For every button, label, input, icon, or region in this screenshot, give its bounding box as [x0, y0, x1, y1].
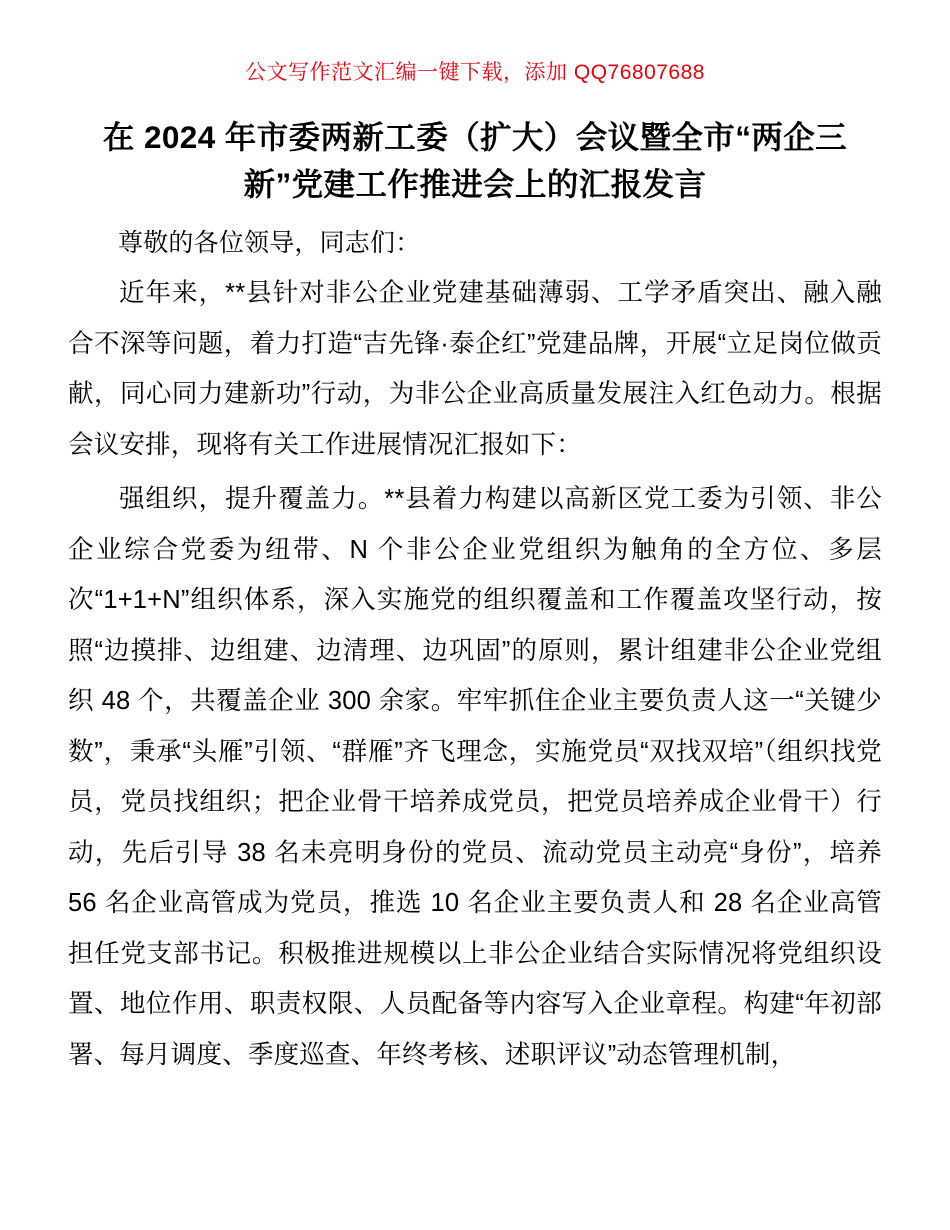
watermark-text: 公文写作范文汇编一键下载，添加 QQ76807688: [245, 61, 705, 84]
body-paragraph: 强组织，提升覆盖力。**县着力构建以高新区党工委为引领、非公企业综合党委为纽带、N 个非公企业党组织为触角的全方位、多层次“1+1+N”组织体系，深入实施党的组织覆盖和工作覆盖攻坚行动，按照“边摸排、边组建、边清理、边巩固”的原则，累计组建非公企业党组织 48 个，共覆盖企业 300 余家。牢牢抓住企业主要负责人这一“关键少数”，秉承“头雁”引领、“群雁”齐飞理念，实施党员“双找双培”（组织找党员，党员找组织；把企业骨干培养成党员，把党员培养成企业骨干）行动，先后引导 38 名未亮明身份的党员、流动党员主动亮“身份”，培养 56 名企业高管成为党员，推选 10 名企业主要负责人和 28 名企业高管担任党支部书记。积极推进规模以上非公企业结合实际情况将党组织设置、地位作用、职责权限、人员配备等内容写入企业章程。构建“年初部署、每月调度、季度巡查、年终考核、述职评议”动态管理机制，: [68, 485, 882, 1069]
salutation: 尊敬的各位领导，同志们：: [118, 229, 421, 257]
page-title: 在 2024 年市委两新工委（扩大）会议暨全市“两企三新”党建工作推进会上的汇报发言: [102, 119, 848, 202]
body-paragraph: 近年来，**县针对非公企业党建基础薄弱、工学矛盾突出、融入融合不深等问题，着力打造“吉先锋·泰企红”党建品牌，开展“立足岗位做贡献，同心同力建新功”行动，为非公企业高质量发展注入红色动力。根据会议安排，现将有关工作进展情况汇报如下：: [68, 279, 882, 459]
